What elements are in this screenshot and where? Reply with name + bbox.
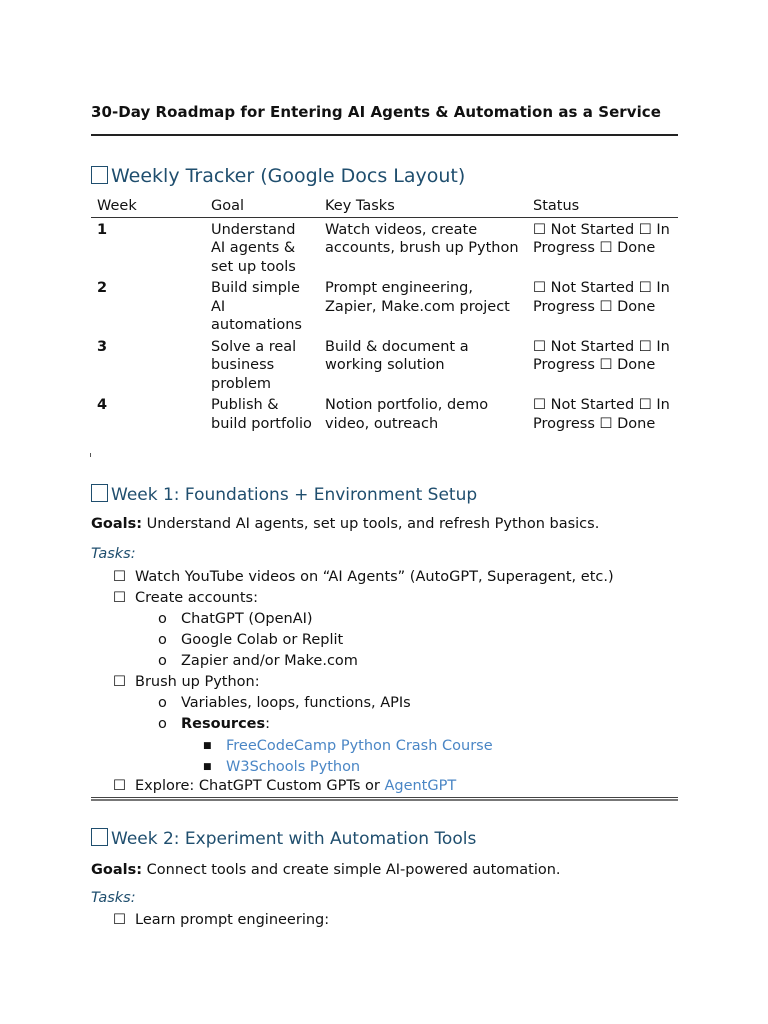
sub-item-text: Variables, loops, functions, APIs [181,695,411,711]
bullet-icon: o [158,695,167,711]
missing-glyph-icon [91,166,108,184]
table-header-row [91,196,678,217]
list-item [158,652,358,670]
bullet-icon: o [158,653,167,669]
sub-item-text: Zapier and/or Make.com [181,653,358,669]
week1-heading-text: Week 1: Foundations + Environment Setup [111,485,478,505]
square-bullet-icon: ■ [203,741,212,751]
goal-cell: Publish & build portfolio [211,397,312,432]
goal-cell: Understand AI agents & set up tools [211,221,296,275]
list-item [203,758,360,776]
column-header-goal: Goal [205,196,319,217]
list-item [203,737,493,755]
missing-glyph-icon [91,484,108,502]
tasks-cell: Watch videos, create accounts, brush up Python [325,221,519,256]
tasks-cell: Prompt engineering, Zapier, Make.com project [325,280,510,315]
column-header-key-tasks: Key Tasks [319,196,527,217]
week2-heading [91,828,476,849]
week2-heading-text: Week 2: Experiment with Automation Tools [111,829,477,849]
goals-label: Goals: [91,862,143,878]
square-bullet-icon: ■ [203,762,212,772]
title-divider [91,134,678,136]
stray-mark [90,453,91,457]
tasks-cell: Build & document a working solution [325,338,469,373]
list-item [113,589,258,607]
missing-glyph-icon [91,828,108,846]
sub-item-text: Google Colab or Replit [181,632,344,648]
checkbox-icon[interactable]: ☐ [113,912,126,928]
goal-cell: Build simple AI automations [211,280,302,333]
checkbox-icon[interactable]: ☐ [113,674,126,690]
bullet-icon: o [158,611,167,627]
status-cell[interactable]: ☐ Not Started ☐ In Progress ☐ Done [533,397,670,432]
task-text: Create accounts: [135,590,258,606]
week2-goals [91,862,561,878]
week-cell: 3 [97,338,108,355]
week1-tasks-label: Tasks: [91,546,136,562]
week1-goals [91,516,599,532]
resources-label: Resources [181,716,266,732]
week-cell: 1 [97,221,108,238]
bullet-icon: o [158,716,167,732]
task-text: Learn prompt engineering: [135,912,330,928]
checkbox-icon[interactable]: ☐ [113,569,126,585]
bullet-icon: o [158,632,167,648]
checkbox-icon[interactable]: ☐ [113,590,126,606]
week-cell: 2 [97,280,108,296]
sub-item-text: ChatGPT (OpenAI) [181,611,313,627]
table-row [91,217,678,276]
document-title: 30-Day Roadmap for Entering AI Agents & Automation as a Service [91,103,661,121]
goal-cell: Solve a real business problem [211,338,297,392]
table-row [91,276,678,335]
list-item [158,715,270,733]
list-item [113,673,260,691]
column-header-status: Status [527,196,678,217]
goals-label: Goals: [91,516,143,532]
list-item [158,631,343,649]
task-text: Explore: ChatGPT Custom GPTs or [135,778,385,794]
goals-text: Understand AI agents, set up tools, and refresh Python basics. [142,516,600,532]
freecodecamp-link[interactable]: FreeCodeCamp Python Crash Course [226,738,493,754]
tracker-heading-text: Weekly Tracker (Google Docs Layout) [111,165,466,187]
column-header-week: Week [91,196,205,217]
list-item [113,911,329,929]
week2-tasks-label: Tasks: [91,890,136,906]
week1-heading [91,484,477,505]
agentgpt-link[interactable]: AgentGPT [384,778,457,794]
section-divider [91,797,678,801]
list-item [158,694,411,712]
list-item [158,610,313,628]
tasks-cell: Notion portfolio, demo video, outreach [325,397,489,432]
table-row [91,393,678,433]
status-cell[interactable]: ☐ Not Started ☐ In Progress ☐ Done [533,280,670,315]
checkbox-icon[interactable]: ☐ [113,778,126,794]
tracker-heading [91,165,465,187]
status-cell[interactable]: ☐ Not Started ☐ In Progress ☐ Done [533,338,670,373]
goals-text: Connect tools and create simple AI-powered automation. [142,862,561,878]
week-cell: 4 [97,397,108,413]
task-text: Watch YouTube videos on “AI Agents” (AutoGPT, Superagent, etc.) [135,569,614,585]
weekly-tracker-table [91,196,678,433]
w3schools-link[interactable]: W3Schools Python [226,759,361,775]
task-text: Brush up Python: [135,674,260,690]
resources-colon: : [265,716,271,732]
table-row [91,335,678,394]
list-item [113,568,614,586]
list-item [113,777,456,795]
status-cell[interactable]: ☐ Not Started ☐ In Progress ☐ Done [533,221,670,256]
